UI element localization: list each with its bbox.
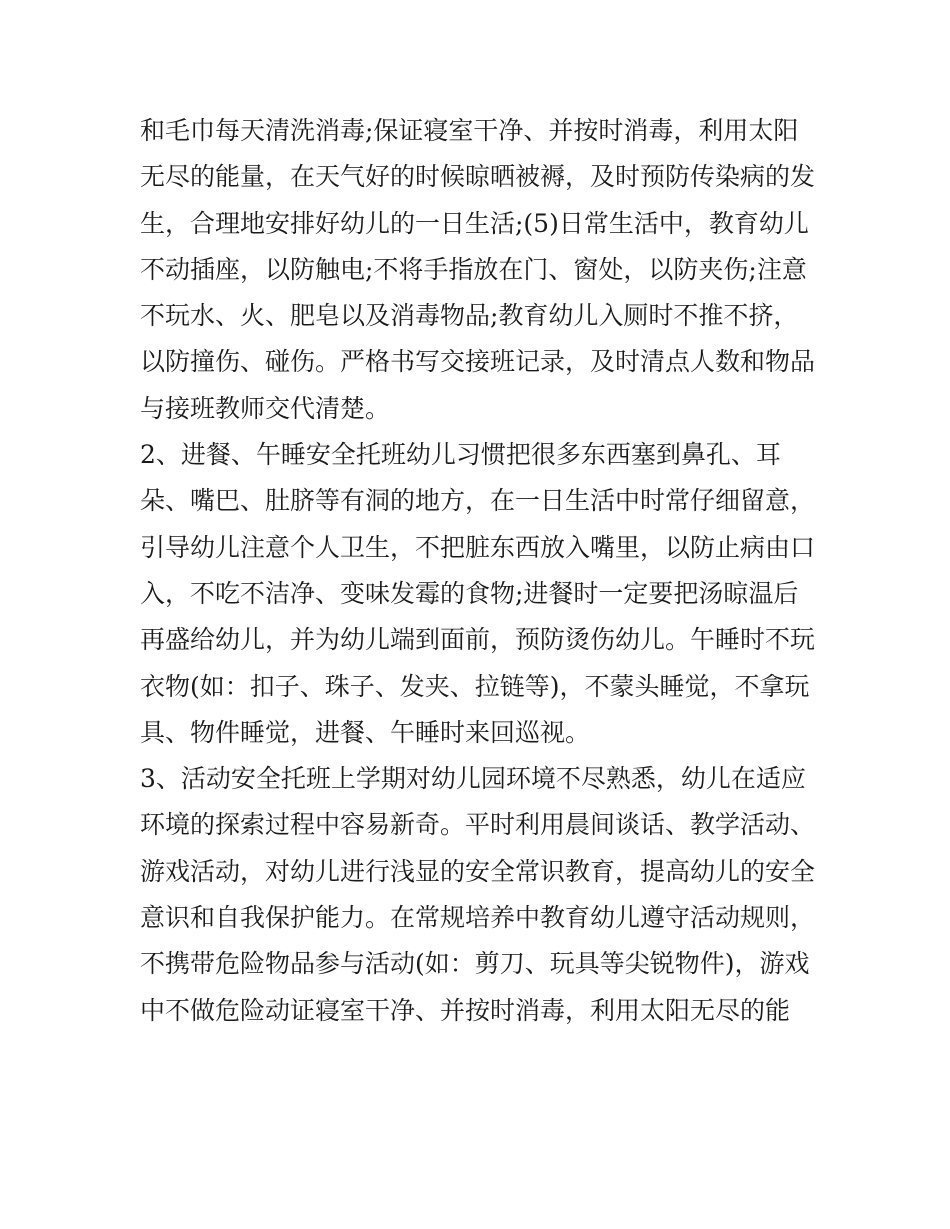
text-line: 游戏活动，对幼儿进行浅显的安全常识教育，提高幼儿的安全 bbox=[140, 856, 816, 886]
text-line: 生，合理地安排好幼儿的一日生活;(5)日常生活中，教育幼儿 bbox=[140, 208, 809, 238]
text-line: 引导幼儿注意个人卫生，不把脏东西放入嘴里，以防止病由口 bbox=[140, 532, 816, 562]
text-line: 以防撞伤、碰伤。严格书写交接班记录，及时清点人数和物品 bbox=[140, 347, 816, 377]
text-line: 和毛巾每天清洗消毒;保证寝室干净、并按时消毒，利用太阳 bbox=[140, 116, 799, 145]
text-line: 不玩水、火、肥皂以及消毒物品;教育幼儿入厕时不推不挤， bbox=[140, 301, 799, 331]
text-line: 不携带危险物品参与活动(如：剪刀、玩具等尖锐物件)，游戏 bbox=[140, 949, 810, 979]
section-3-heading-line: 3、活动安全托班上学期对幼儿园环境不尽熟悉，幼儿在适应 bbox=[140, 764, 806, 794]
text-line: 意识和自我保护能力。在常规培养中教育幼儿遵守活动规则， bbox=[140, 903, 816, 933]
text-line: 中不做危险动证寝室干净、并按时消毒，利用太阳无尽的能 bbox=[140, 995, 791, 1025]
text-line: 入，不吃不洁净、变味发霉的食物;进餐时一定要把汤晾温后 bbox=[140, 578, 799, 608]
section-2-heading-line: 2、进餐、午睡安全托班幼儿习惯把很多东西塞到鼻孔、耳 bbox=[140, 440, 781, 470]
text-line: 不动插座，以防触电;不将手指放在门、窗处，以防夹伤;注意 bbox=[140, 254, 807, 284]
text-line: 与接班教师交代清楚。 bbox=[140, 393, 391, 423]
body-text bbox=[140, 108, 830, 1034]
text-line: 朵、嘴巴、肚脐等有洞的地方，在一日生活中时常仔细留意， bbox=[140, 486, 816, 516]
text-line: 环境的探索过程中容易新奇。平时利用晨间谈话、教学活动、 bbox=[140, 810, 816, 840]
text-line: 具、物件睡觉，进餐、午睡时来回巡视。 bbox=[140, 717, 591, 747]
text-line: 再盛给幼儿，并为幼儿端到面前，预防烫伤幼儿。午睡时不玩 bbox=[140, 625, 816, 655]
text-line: 衣物(如：扣子、珠子、发夹、拉链等)，不蒙头睡觉，不拿玩 bbox=[140, 671, 810, 701]
text-line: 无尽的能量，在天气好的时候晾晒被褥，及时预防传染病的发 bbox=[140, 162, 816, 192]
